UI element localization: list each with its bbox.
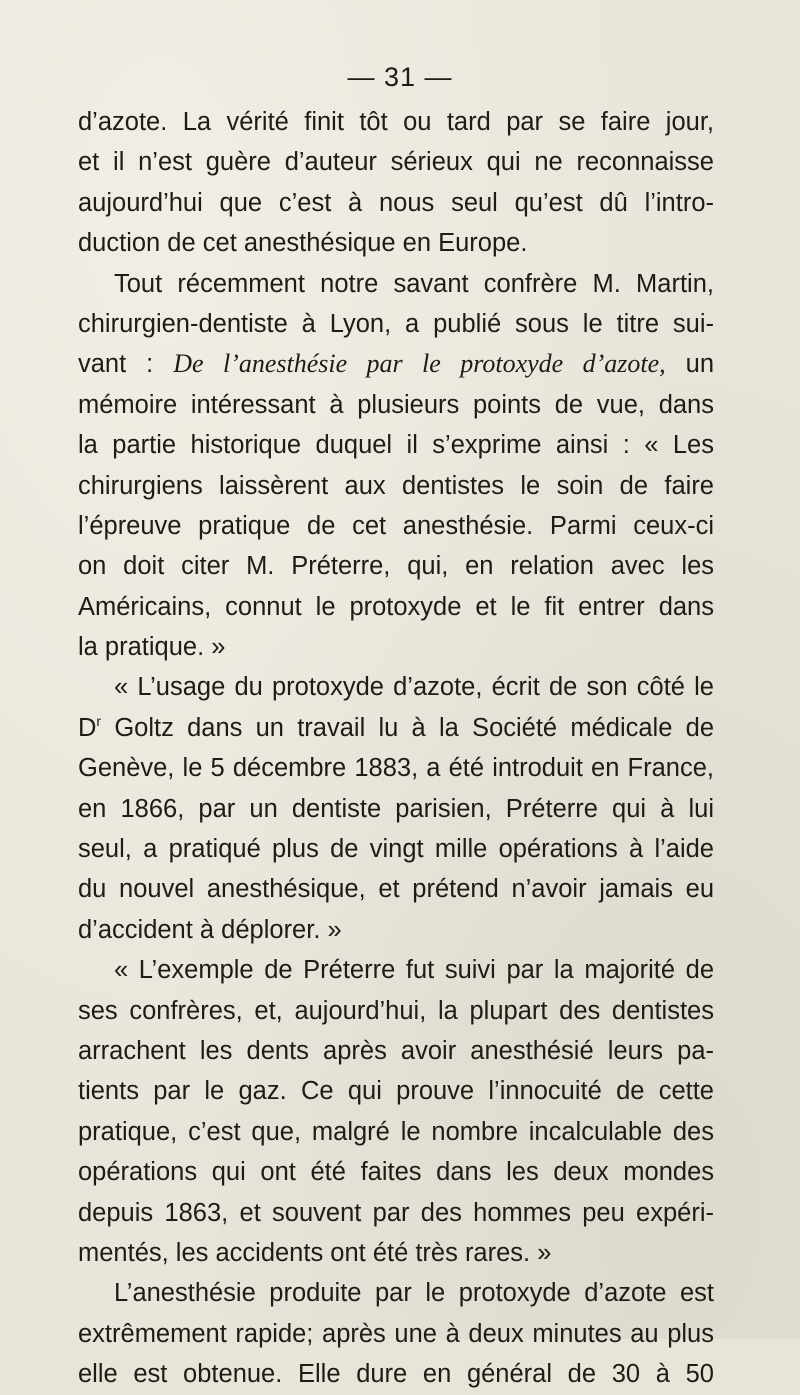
page-number: — 31 — <box>347 62 453 92</box>
text-line: Genève, le 5 décembre 1883, a été introduit en France, <box>78 754 714 783</box>
text-line: du nouvel anesthésique, et prétend n’avoir jamais eu <box>78 875 714 904</box>
text-line: Américains, connut le protoxyde et le fit entrer dans <box>78 592 714 621</box>
text-line-with-title <box>78 344 714 384</box>
text-line: pratique, c’est que, malgré le nombre incalculable des <box>78 1117 714 1146</box>
text-line: chirurgiens laissèrent aux dentistes le soin de faire <box>78 471 714 500</box>
text-line: mentés, les accidents ont été très rares. » <box>78 1238 552 1267</box>
text-line: « L’usage du protoxyde d’azote, écrit de son côté le <box>114 673 714 702</box>
text-line: d’accident à déplorer. » <box>78 915 342 944</box>
text-line: opérations qui ont été faites dans les deux mondes <box>78 1158 714 1187</box>
italic-title: De l’anesthésie par le protoxyde d’azote, <box>173 349 666 379</box>
text-line: L’anesthésie produite par le protoxyde d’azote est <box>114 1279 714 1308</box>
superscript: r <box>96 712 102 729</box>
text-fragment: Goltz dans un travail lu à la Société médicale de <box>101 713 714 742</box>
text-line: aujourd’hui que c’est à nous seul qu’est dû l’intro- <box>78 188 714 217</box>
text-line: extrêmement rapide; après une à deux minutes au plus <box>78 1319 714 1348</box>
text-line: on doit citer M. Préterre, qui, en relation avec les <box>78 552 714 581</box>
text-fragment: D <box>78 713 97 742</box>
text-line: duction de cet anesthésique en Europe. <box>78 229 528 258</box>
text-line: en 1866, par un dentiste parisien, Préterre qui à lui <box>78 794 714 823</box>
body-text <box>78 102 714 1395</box>
text-line: ses confrères, et, aujourd’hui, la plupart des dentistes <box>78 996 714 1025</box>
text-line: chirurgien-dentiste à Lyon, a publié sous le titre sui- <box>78 309 714 338</box>
text-line: seul, a pratiqué plus de vingt mille opérations à l’aide <box>78 835 714 864</box>
text-fragment: vant : <box>78 350 174 379</box>
text-fragment: un <box>665 350 715 379</box>
text-line: l’épreuve pratique de cet anesthésie. Parmi ceux-ci <box>78 511 714 540</box>
text-line: la partie historique duquel il s’exprime ainsi : « Les <box>78 431 714 460</box>
text-line: la pratique. » <box>78 633 226 662</box>
text-line: d’azote. La vérité finit tôt ou tard par se faire jour, <box>78 108 714 136</box>
text-line: elle est obtenue. Elle dure en général de 30 à 50 <box>78 1360 714 1389</box>
text-line: mémoire intéressant à plusieurs points de vue, dans <box>78 390 714 419</box>
text-line: et il n’est guère d’auteur sérieux qui ne reconnaisse <box>78 148 714 177</box>
text-line-with-abbreviation <box>78 708 714 748</box>
text-line: Tout récemment notre savant confrère M. Martin, <box>114 269 714 298</box>
text-line: arrachent les dents après avoir anesthésié leurs pa- <box>78 1036 714 1065</box>
text-line: tients par le gaz. Ce qui prouve l’innocuité de cette <box>78 1077 714 1106</box>
text-line: depuis 1863, et souvent par des hommes peu expéri- <box>78 1198 714 1227</box>
text-line: « L’exemple de Préterre fut suivi par la majorité de <box>114 956 714 985</box>
